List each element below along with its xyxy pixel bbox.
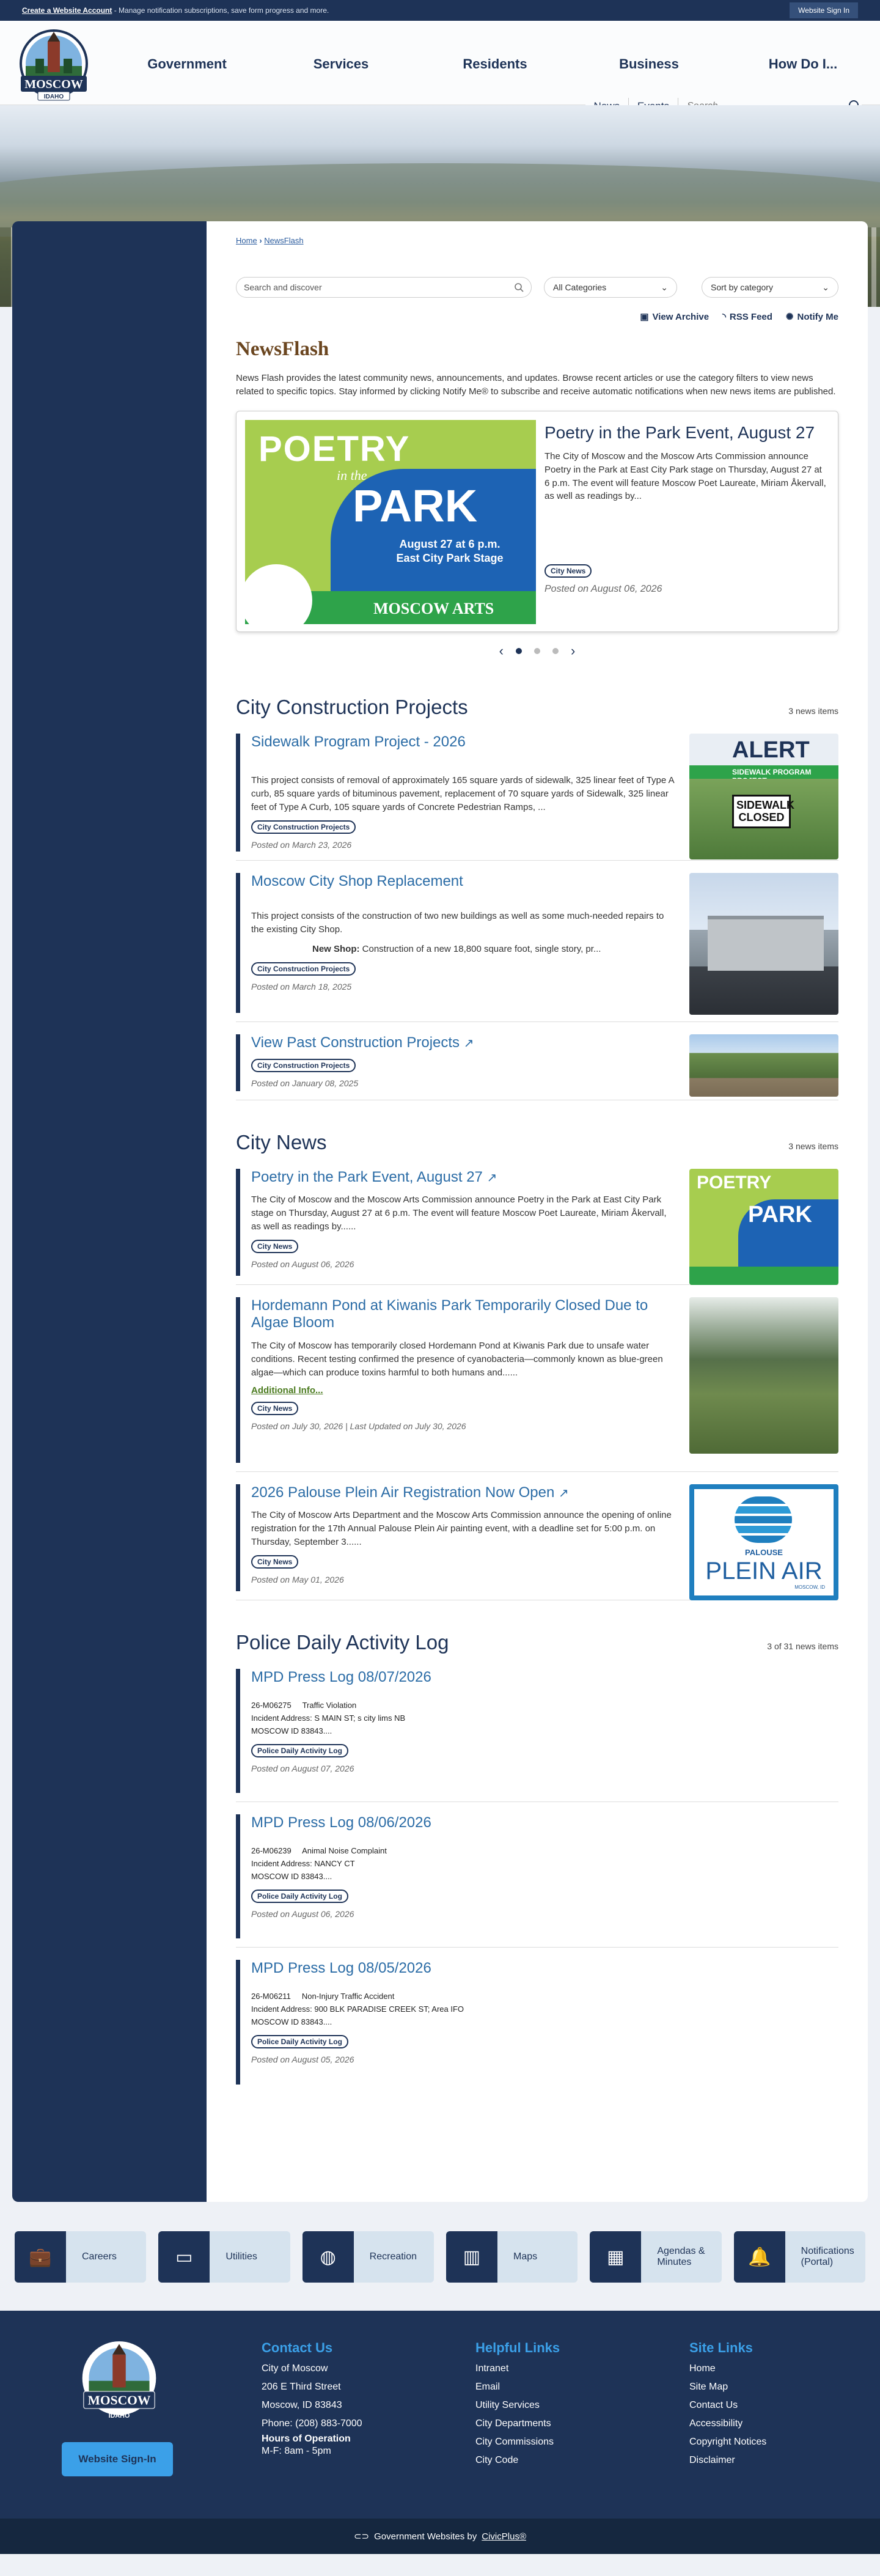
bell-icon: ✺ [785, 312, 794, 322]
news-item-summary: The City of Moscow has temporarily closed Hordemann Pond at Kiwanis Park due to unsafe water conditions. Recent testing confirmed the presence of cyanobacteria—commonly known as blue-green algae—which can produce toxins harmful to both humans and...... [251, 1341, 663, 1378]
news-item-title[interactable]: MPD Press Log 08/05/2026 [251, 1959, 431, 1976]
footer-link-home[interactable]: Home [689, 2363, 716, 2374]
footer-helpful-title: Helpful Links [475, 2340, 560, 2355]
nav-government[interactable]: Government [147, 56, 227, 72]
news-item-posted: Posted on July 30, 2026 | Last Updated on July 30, 2026 [251, 1421, 466, 1432]
news-item-posted: Posted on January 08, 2025 [251, 1078, 359, 1089]
footer-site-title: Site Links [689, 2340, 753, 2355]
past-projects-image[interactable] [689, 1034, 838, 1097]
press-log-line-1: 26-M06211 Non-Injury Traffic Accident [251, 1992, 395, 2001]
news-item-tag[interactable]: City News [251, 1555, 298, 1569]
sort-select-value: Sort by category [711, 282, 773, 292]
news-actions [236, 311, 838, 322]
thumb-word-park: PARK [748, 1201, 812, 1227]
citynews-section-header [236, 1131, 838, 1154]
citynews-section-title: City News [236, 1130, 327, 1154]
notify-me-button[interactable] [786, 311, 838, 322]
briefcase-icon: 💼 [15, 2231, 66, 2283]
poster-seal [245, 564, 312, 624]
category-select-value: All Categories [553, 282, 607, 292]
logo-wordmark: MOSCOW [24, 78, 83, 91]
site-footer [0, 2311, 880, 2519]
footer-link-contact-us[interactable]: Contact Us [689, 2400, 738, 2410]
news-item-posted: Posted on March 18, 2025 [251, 981, 352, 992]
footer-logo-wordmark: MOSCOW [87, 2393, 151, 2408]
press-log-excerpt [251, 1845, 838, 1883]
poster-date-line: August 27 at 6 p.m. [399, 537, 501, 550]
thumb-word-poetry: POETRY [697, 1172, 772, 1193]
chevron-right-icon[interactable]: › [571, 642, 576, 658]
utility-bill-icon: ▭ [158, 2231, 210, 2283]
news-item-tag[interactable]: City Construction Projects [251, 1059, 356, 1072]
footer-link-city-departments[interactable]: City Departments [475, 2418, 551, 2429]
news-item-summary: This project consists of the construction of two new buildings as well as some much-needed repairs to the existing City Shop. [251, 911, 664, 935]
calendar-icon: ▦ [590, 2231, 641, 2283]
nav-residents[interactable]: Residents [463, 56, 527, 72]
news-item-title[interactable] [251, 1484, 675, 1502]
footer-contact-title: Contact Us [262, 2340, 333, 2355]
plein-air-panel [694, 1489, 834, 1595]
quicklink-label: Agendas & Minutes [657, 2246, 705, 2267]
press-log-line-2: Incident Address: 900 BLK PARADISE CREEK ST; Area IFO [251, 2004, 464, 2014]
quicklink-careers[interactable] [15, 2231, 146, 2283]
footer-sign-in-button[interactable]: Website Sign-In [62, 2442, 173, 2476]
news-item [236, 727, 838, 861]
featured-text [544, 420, 829, 623]
civicplus-icon: ⊂⊃ [353, 2531, 370, 2542]
quicklink-utilities[interactable] [158, 2231, 290, 2283]
poster-org: MOSCOW ARTS [373, 599, 494, 617]
press-log-line-1: 26-M06275 Traffic Violation [251, 1701, 357, 1710]
main-content [207, 221, 868, 2202]
news-item-title[interactable]: Hordemann Pond at Kiwanis Park Temporarily Closed Due to Algae Bloom [251, 1297, 648, 1331]
poster-word-poetry: POETRY [258, 429, 411, 469]
breadcrumb [236, 236, 838, 245]
poster-place-line: East City Park Stage [396, 551, 504, 564]
footer-logo-state: IDAHO [108, 2412, 130, 2420]
chevron-left-icon[interactable]: ‹ [499, 642, 504, 658]
main-navigation [110, 45, 880, 88]
additional-info-link[interactable]: Additional Info... [251, 1385, 323, 1396]
footer-hours: M-F: 8am - 5pm [262, 2446, 331, 2456]
bell-icon: 🔔 [734, 2231, 785, 2283]
left-sidebar [12, 221, 207, 2202]
news-item-body [236, 1669, 838, 1793]
news-item-summary: This project consists of removal of approximately 165 square yards of sidewalk, 325 linear feet of Type A curb, 85 square yards of bituminous pavement, replacement of 70 square yards of Sidewalk, 325 linear feet of Type A Curb, 105 square yards of Concrete Pedestrian Ramps, ... [251, 775, 674, 812]
footer-hours-label: Hours of Operation [262, 2434, 351, 2444]
footer-link-site-map[interactable]: Site Map [689, 2382, 728, 2392]
website-sign-in-button[interactable]: Website Sign In [790, 2, 858, 18]
alert-label: ALERT [732, 737, 810, 763]
sort-select[interactable] [702, 277, 838, 298]
basketball-icon: ◍ [302, 2231, 354, 2283]
construction-section-header [236, 696, 838, 719]
press-log-excerpt [251, 1990, 838, 2028]
police-section-title: Police Daily Activity Log [236, 1630, 449, 1654]
footer-helpful-links [475, 2339, 560, 2470]
footer-bottom-bar [0, 2519, 880, 2554]
nav-services[interactable]: Services [313, 56, 369, 72]
news-item-body [236, 1960, 838, 2085]
carousel-dot-2[interactable] [534, 648, 540, 654]
page-intro: News Flash provides the latest community news, announcements, and updates. Browse recent articles or use the category filters to view news related to specific topics. Stay informed by clicking Notify Me® to subscribe and receive automatic notifications when new news items are published. [236, 373, 836, 397]
news-item-tag[interactable]: City Construction Projects [251, 962, 356, 976]
footer-link-copyright[interactable]: Copyright Notices [689, 2437, 767, 2447]
quicklink-notifications[interactable] [734, 2231, 865, 2283]
press-log-line-2: Incident Address: NANCY CT [251, 1859, 355, 1869]
footer-site-links [689, 2339, 766, 2470]
poster-word-in-the: in the [337, 467, 367, 483]
quicklink-label: Recreation [369, 2251, 417, 2262]
news-item-title-text: View Past Construction Projects [251, 1034, 460, 1051]
plein-air-word3: MOSCOW, ID [794, 1584, 825, 1590]
footer-link-accessibility[interactable]: Accessibility [689, 2418, 743, 2429]
news-item-title-text: Poetry in the Park Event, August 27 [251, 1168, 483, 1185]
news-item-tag[interactable]: City News [251, 1402, 298, 1415]
news-item-body [236, 873, 675, 1013]
page-body [12, 221, 868, 2202]
news-item-posted: Posted on August 07, 2026 [251, 1763, 354, 1773]
quicklink-label: Notifications (Portal) [801, 2246, 854, 2267]
news-item-body [236, 1484, 675, 1591]
footer-contact-line: Moscow, ID 83843 [262, 2400, 342, 2410]
sidewalk-alert-image[interactable] [689, 734, 838, 859]
quicklink-label: Utilities [226, 2251, 257, 2262]
pond-image[interactable] [689, 1297, 838, 1454]
news-item-title[interactable]: Moscow City Shop Replacement [251, 872, 463, 889]
page-title: NewsFlash [236, 338, 329, 360]
press-log-line-1: 26-M06239 Animal Noise Complaint [251, 1846, 387, 1856]
footer-link-email[interactable]: Email [475, 2382, 501, 2392]
news-item-tag[interactable]: Police Daily Activity Log [251, 1890, 348, 1903]
footer-city-logo[interactable] [79, 2340, 159, 2426]
news-item-posted: Posted on May 01, 2026 [251, 1574, 344, 1584]
police-section-header [236, 1631, 838, 1654]
news-search-placeholder: Search and discover [244, 282, 322, 292]
new-shop-text: Construction of a new 18,800 square foot, single story, pr... [359, 943, 601, 954]
plein-air-word2: PLEIN AIR [705, 1557, 823, 1584]
news-item [236, 1163, 838, 1285]
news-item-title[interactable] [251, 1169, 675, 1187]
news-item-title[interactable] [251, 1034, 675, 1052]
external-link-icon: ↗ [463, 1036, 474, 1050]
press-log-line-2: Incident Address: S MAIN ST; s city lims NB [251, 1713, 406, 1723]
footer-link-disclaimer[interactable]: Disclaimer [689, 2455, 735, 2465]
city-logo[interactable] [17, 28, 90, 108]
news-item-tag[interactable]: City Construction Projects [251, 820, 356, 834]
press-log-line-3: MOSCOW ID 83843.... [251, 2017, 332, 2026]
search-icon [514, 282, 524, 292]
news-item-body [236, 1814, 838, 1938]
thumb-footer [689, 1267, 838, 1285]
citynews-count: 3 news items [788, 1141, 838, 1151]
top-utility-bar [0, 0, 880, 21]
plein-air-image[interactable] [689, 1484, 838, 1600]
news-item-title[interactable]: MPD Press Log 08/07/2026 [251, 1668, 431, 1685]
press-log-excerpt [251, 1699, 838, 1737]
news-item-body [236, 1169, 675, 1276]
press-log-line-3: MOSCOW ID 83843.... [251, 1871, 332, 1881]
chevron-down-icon: ⌄ [822, 282, 829, 292]
news-item-posted: Posted on August 06, 2026 [251, 1908, 354, 1919]
featured-posted-date: Posted on August 06, 2026 [544, 584, 662, 595]
news-item-title-text: 2026 Palouse Plein Air Registration Now Open [251, 1484, 555, 1501]
section-gap [236, 1606, 838, 1631]
breadcrumb-home[interactable]: Home [236, 236, 257, 245]
news-item [236, 1291, 838, 1472]
featured-tag[interactable]: City News [544, 564, 592, 578]
footer-phone[interactable]: Phone: (208) 883-7000 [262, 2418, 362, 2429]
carousel-dot-3[interactable] [552, 648, 559, 654]
news-item [236, 1478, 838, 1600]
create-account-link[interactable]: Create a Website Account [22, 6, 112, 15]
construction-count: 3 news items [788, 705, 838, 716]
section-gap [236, 1106, 838, 1131]
logo-state: IDAHO [43, 94, 64, 100]
news-item [236, 1028, 838, 1100]
footer-link-intranet[interactable]: Intranet [475, 2363, 509, 2374]
news-item-summary-2 [251, 943, 675, 956]
account-promo-text: - Manage notification subscriptions, save form progress and more. [112, 6, 329, 15]
rss-icon: ◝ [722, 312, 726, 322]
news-search-input[interactable] [236, 277, 532, 298]
poster-word-park: PARK [353, 480, 478, 531]
news-item-body [236, 1297, 675, 1463]
quicklink-label: Maps [513, 2251, 538, 2262]
quicklink-label: Careers [82, 2251, 117, 2262]
poetry-poster-image[interactable] [245, 420, 536, 624]
featured-title[interactable]: Poetry in the Park Event, August 27 [544, 422, 815, 442]
news-item-tag[interactable]: Police Daily Activity Log [251, 1744, 348, 1757]
poster-date [367, 537, 532, 566]
footer-link-utility-services[interactable]: Utility Services [475, 2400, 540, 2410]
view-archive-button[interactable] [640, 311, 709, 322]
news-item [236, 1808, 838, 1948]
footer-link-city-code[interactable]: City Code [475, 2455, 519, 2465]
news-item-posted: Posted on August 06, 2026 [251, 1259, 354, 1269]
news-item-body [236, 1034, 675, 1091]
news-item-posted: Posted on August 05, 2026 [251, 2054, 354, 2064]
nav-business[interactable]: Business [619, 56, 679, 72]
sidewalk-closed-sign: SIDEWALK CLOSED [732, 795, 791, 828]
alert-subtitle: SIDEWALK PROGRAM [689, 765, 838, 779]
footer-contact-line: 206 E Third Street [262, 2382, 341, 2392]
site-header [0, 21, 880, 105]
footer-link-city-commissions[interactable]: City Commissions [475, 2437, 554, 2447]
news-item-tag[interactable]: City News [251, 1240, 298, 1253]
press-log-line-3: MOSCOW ID 83843.... [251, 1726, 332, 1735]
news-item [236, 1954, 838, 2093]
featured-summary: The City of Moscow and the Moscow Arts Commission announce Poetry in the Park at East City Park stage on Thursday, August 27 at 6 p.m. The event will feature Moscow Poet Laureate, Miriam Åkervall, as well as readings by... [544, 451, 826, 502]
quicklink-maps[interactable] [446, 2231, 578, 2283]
rss-feed-button[interactable] [722, 311, 772, 322]
view-archive-label: View Archive [652, 311, 710, 322]
map-icon: ▥ [446, 2231, 497, 2283]
featured-news-card [236, 411, 838, 632]
new-shop-label: New Shop: [312, 943, 360, 954]
category-select[interactable] [544, 277, 677, 298]
footer-contact [262, 2339, 362, 2457]
quick-links [0, 2202, 880, 2311]
news-item-summary: The City of Moscow and the Moscow Arts Commission announce Poetry in the Park at East City Park stage on Thursday, August 27 at 6 p.m. The event will feature Moscow Poet Laureate, Miriam Åkervall, as well as readings by...... [251, 1194, 667, 1232]
police-count: 3 of 31 news items [767, 1641, 838, 1651]
footer-credit-text: Government Websites by [374, 2531, 477, 2542]
news-item-title[interactable]: MPD Press Log 08/06/2026 [251, 1814, 431, 1831]
construction-section-title: City Construction Projects [236, 695, 468, 718]
account-promo [22, 6, 329, 15]
news-item [236, 1663, 838, 1802]
external-link-icon: ↗ [558, 1486, 569, 1500]
plein-air-mark [735, 1496, 792, 1543]
carousel-dot-1[interactable] [516, 648, 522, 654]
breadcrumb-current[interactable]: NewsFlash [264, 236, 304, 245]
archive-icon: ▣ [640, 312, 649, 322]
city-shop-image[interactable] [689, 873, 838, 1015]
civicplus-link[interactable]: CivicPlus® [482, 2531, 526, 2542]
external-link-icon: ↗ [486, 1171, 497, 1185]
poetry-thumb-image[interactable] [689, 1169, 838, 1285]
news-item-summary: The City of Moscow Arts Department and the Moscow Arts Commission announce the opening of online registration for the 17th Annual Palouse Plein Air painting event, with a deadline set for 5:00 p.m. on Thursday, September 3...... [251, 1510, 672, 1547]
rss-feed-label: RSS Feed [729, 311, 772, 322]
footer-contact-line: City of Moscow [262, 2363, 328, 2374]
plein-air-word1: PALOUSE [745, 1547, 783, 1557]
chevron-down-icon: ⌄ [661, 282, 668, 292]
notify-me-label: Notify Me [797, 311, 838, 322]
news-item-tag[interactable]: Police Daily Activity Log [251, 2035, 348, 2048]
news-item-posted: Posted on March 23, 2026 [251, 839, 352, 850]
carousel-controls [236, 643, 838, 659]
news-item-body [236, 734, 675, 852]
news-item-title[interactable]: Sidewalk Program Project - 2026 [251, 733, 466, 750]
breadcrumb-separator: › [259, 236, 262, 245]
quicklink-recreation[interactable] [302, 2231, 434, 2283]
quicklink-agendas[interactable] [590, 2231, 721, 2283]
shop-building [708, 916, 824, 971]
news-item [236, 867, 838, 1022]
nav-how-do-i[interactable]: How Do I... [768, 56, 838, 72]
news-filters [236, 277, 838, 298]
